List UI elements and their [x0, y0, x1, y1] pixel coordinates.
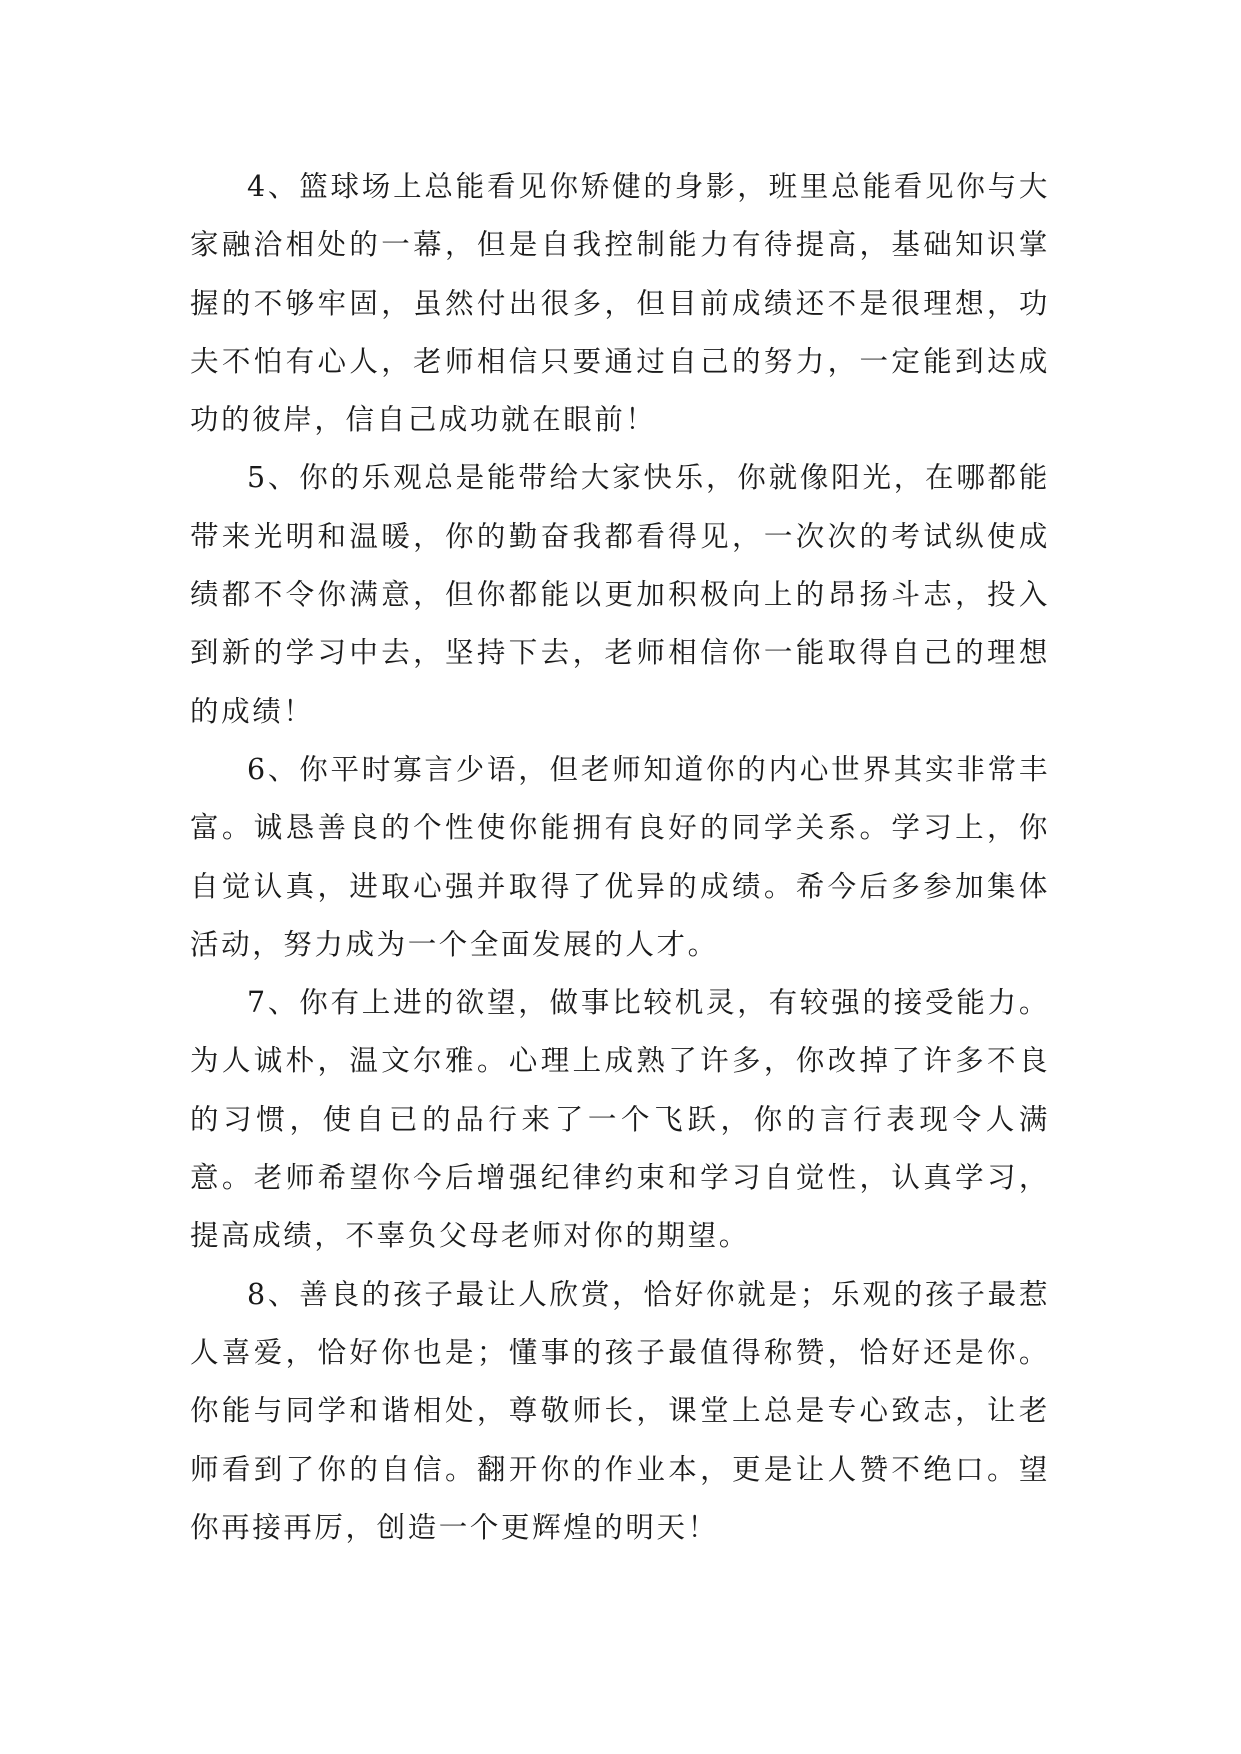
paragraph-7: 7、你有上进的欲望，做事比较机灵，有较强的接受能力。为人诚朴，温文尔雅。心理上成熟了许多，你改掉了许多不良的习惯，使自已的品行来了一个飞跃，你的言行表现令人满意。老师希望你今后增强纪律约束和学习自觉性，认真学习，提高成绩，不辜负父母老师对你的期望。: [190, 986, 1050, 1253]
paragraph-6: 6、你平时寡言少语，但老师知道你的内心世界其实非常丰富。诚恳善良的个性使你能拥有良好的同学关系。学习上，你自觉认真，进取心强并取得了优异的成绩。希今后多参加集体活动，努力成为一个全面发展的人才。: [190, 752, 1050, 961]
paragraph-8: 8、善良的孩子最让人欣赏，恰好你就是；乐观的孩子最惹人喜爱，恰好你也是；懂事的孩子最值得称赞，恰好还是你。你能与同学和谐相处，尊敬师长，课堂上总是专心致志，让老师看到了你的自信。翻开你的作业本，更是让人赞不绝口。望你再接再厉，创造一个更辉煌的明天！: [190, 1277, 1050, 1544]
document-body: [190, 158, 1050, 1557]
paragraph-5: 5、你的乐观总是能带给大家快乐，你就像阳光，在哪都能带来光明和温暖，你的勤奋我都看得见，一次次的考试纵使成绩都不令你满意，但你都能以更加积极向上的昂扬斗志，投入到新的学习中去，坚持下去，老师相信你一能取得自己的理想的成绩！: [190, 461, 1050, 728]
paragraph-4: 4、篮球场上总能看见你矫健的身影，班里总能看见你与大家融洽相处的一幕，但是自我控制能力有待提高，基础知识掌握的不够牢固，虽然付出很多，但目前成绩还不是很理想，功夫不怕有心人，老师相信只要通过自己的努力，一定能到达成功的彼岸，信自己成功就在眼前！: [190, 170, 1050, 437]
